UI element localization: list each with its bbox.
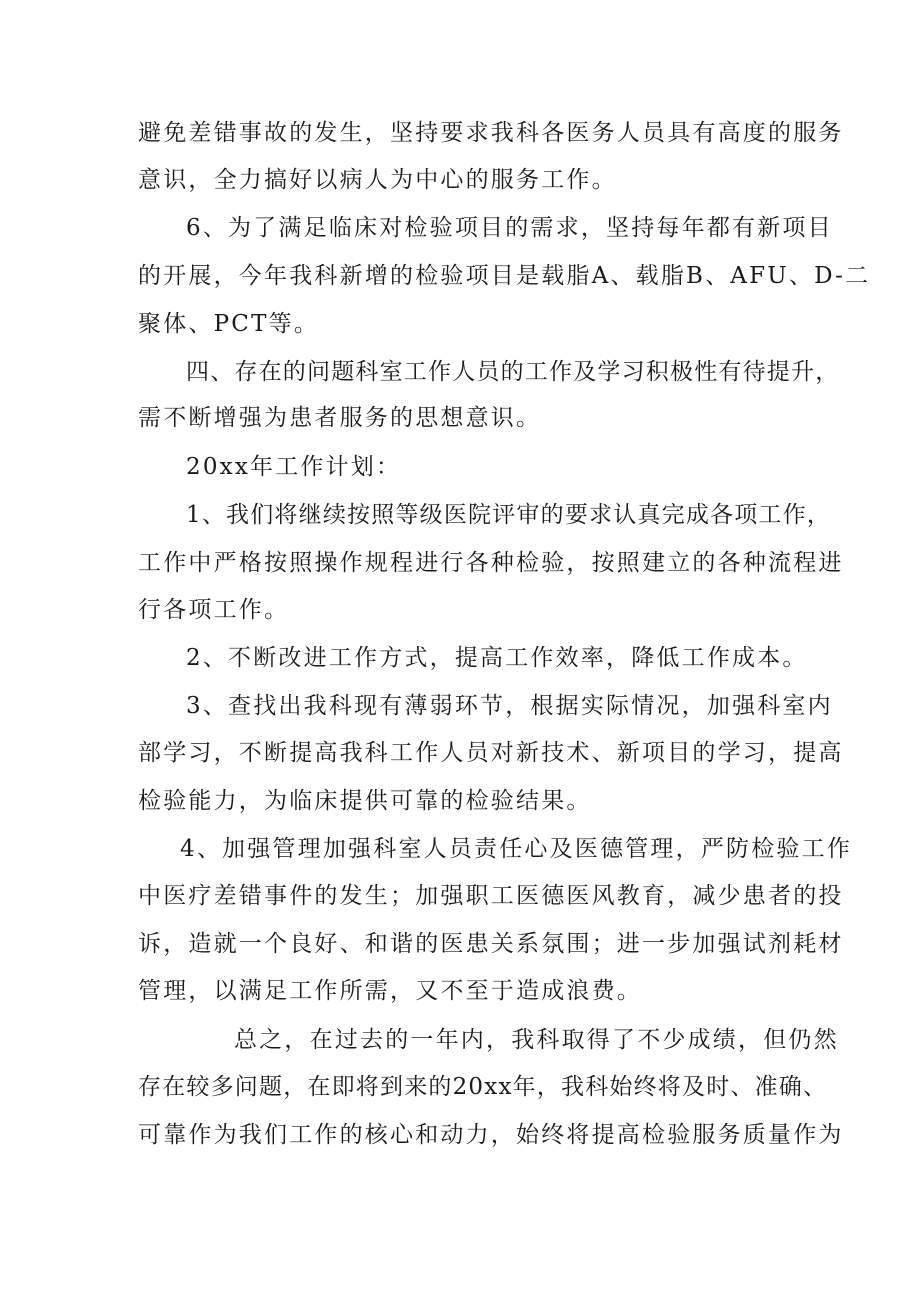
text-line: 2、不断改进工作方式，提高工作效率，降低工作成本。 [186,645,808,671]
text-line: 需不断增强为患者服务的思想意识。 [138,405,542,431]
text-line: 4、加强管理加强科室人员责任心及医德管理，严防检验工作 [180,836,853,862]
text-line: 聚体、PCT等。 [138,311,320,337]
text-line: 行各项工作。 [138,597,290,623]
text-line: 部学习，不断提高我科工作人员对新技术、新项目的学习，提高 [138,740,844,766]
text-line: 6、为了满足临床对检验项目的需求，坚持每年都有新项目 [186,215,833,241]
text-line: 1、我们将继续按照等级医院评审的要求认真完成各项工作， [186,502,832,528]
text-line: 管理，以满足工作所需，又不至于造成浪费。 [138,978,642,1004]
text-line: 意识，全力搞好以病人为中心的服务工作。 [138,167,617,193]
text-line: 总之，在过去的一年内，我科取得了不少成绩，但仍然 [234,1027,839,1053]
text-line: 工作中严格按照操作规程进行各种检验，按照建立的各种流程进 [138,550,844,576]
text-line: 避免差错事故的发生，坚持要求我科各医务人员具有高度的服务 [138,120,844,146]
text-line: 存在较多问题，在即将到来的20xx年，我科始终将及时、准确、 [138,1074,828,1100]
text-line: 诉，造就一个良好、和谐的医患关系氛围；进一步加强试剂耗材 [138,931,844,957]
text-line: 的开展，今年我科新增的检验项目是载脂A、载脂B、AFU、D-二 [138,263,871,289]
text-line: 可靠作为我们工作的核心和动力，始终将提高检验服务质量作为 [138,1122,844,1148]
text-line: 检验能力，为临床提供可靠的检验结果。 [138,788,592,814]
section-heading: 20xx年工作计划： [186,454,402,480]
text-line: 中医疗差错事件的发生；加强职工医德医风教育，减少患者的投 [138,883,844,909]
text-line: 3、查找出我科现有薄弱环节，根据实际情况，加强科室内 [186,693,833,719]
text-line: 四、存在的问题科室工作人员的工作及学习积极性有待提升， [186,359,840,385]
